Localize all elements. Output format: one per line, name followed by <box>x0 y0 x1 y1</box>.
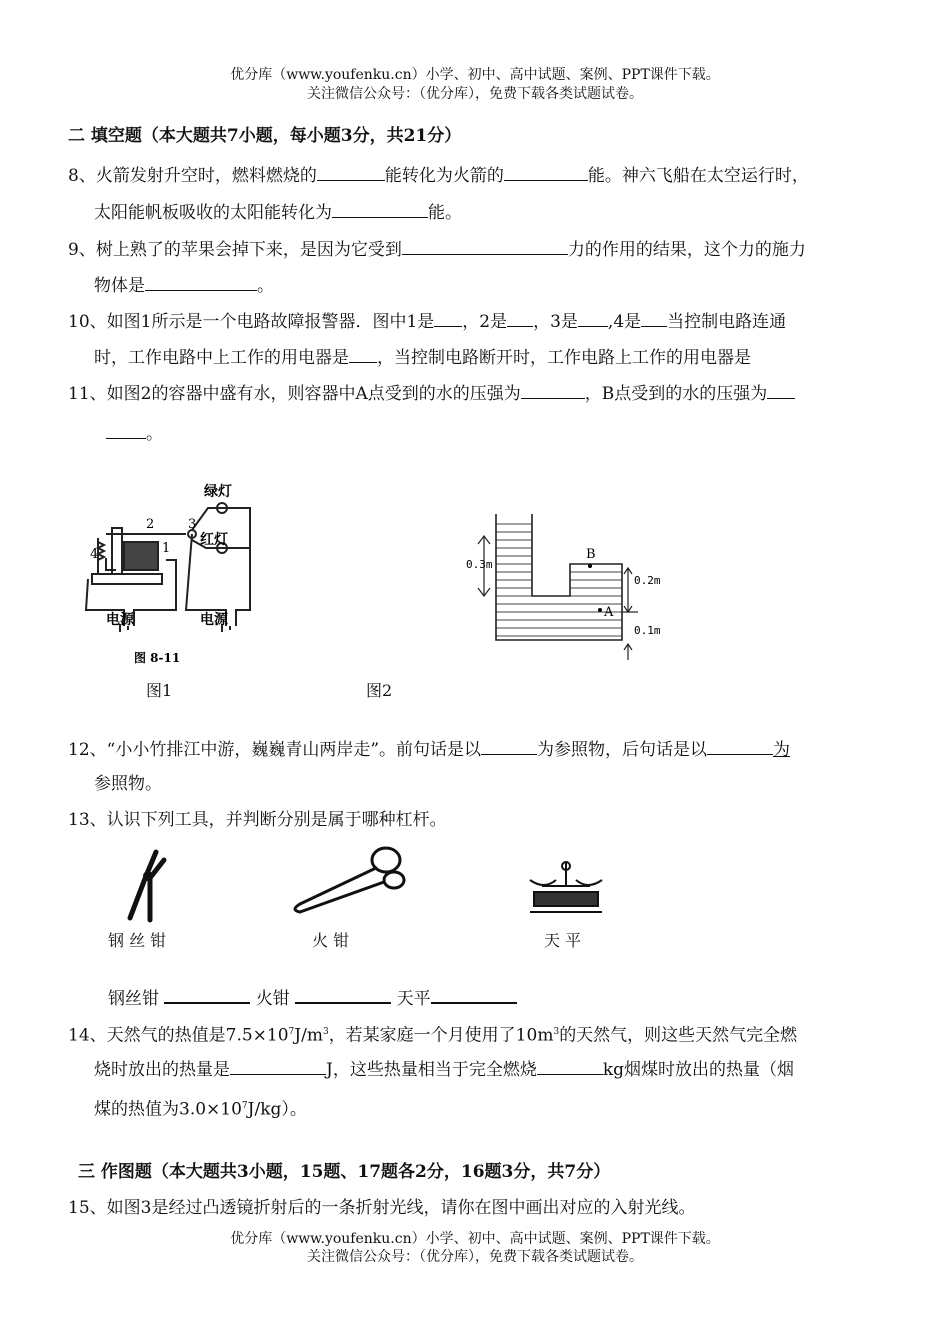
q8-blank-3 <box>332 199 428 218</box>
fig2-label-02: 0.2m <box>634 574 661 587</box>
question-11-line-2 <box>106 420 163 446</box>
question-13-answers <box>108 984 517 1011</box>
q14-blank-1 <box>230 1056 326 1075</box>
question-10-line-2 <box>94 344 751 370</box>
question-13-text: 13、认识下列工具，并判断分别是属于哪种杠杆。 <box>68 810 447 830</box>
q12-text-3: 为 <box>773 740 791 760</box>
q14-text-3: ，若某家庭一个月使用了10m <box>328 1025 554 1046</box>
fig2-label-03: 0.3m <box>466 558 493 571</box>
fig1-label-red: 红灯 <box>200 532 228 548</box>
fig1-label-green: 绿灯 <box>204 484 232 500</box>
q10-blank-3 <box>578 308 608 327</box>
q14-text-7: kg烟煤时放出的热量（烟 <box>602 1060 795 1080</box>
q11-blank-1 <box>521 380 585 399</box>
q14-text-4: 的天然气，则这些天然气完全燃 <box>559 1025 798 1046</box>
q9-text-1: 9、树上熟了的苹果会掉下来，是因为它受到 <box>68 240 402 260</box>
question-11-line-1 <box>68 380 795 406</box>
question-12-line-1 <box>68 736 790 762</box>
footer-line-2: 关注微信公众号：（优分库），免费下载各类试题试卷。 <box>307 1249 643 1265</box>
fig2-point-b <box>588 564 592 568</box>
q10-text-3: ，3是 <box>533 312 578 332</box>
q14-text-6: J，这些热量相当于完全燃烧 <box>326 1060 537 1080</box>
q14-text-1: 14、天然气的热值是7.5×10 <box>68 1025 289 1046</box>
q9-text-2: 力的作用的结果，这个力的施力 <box>567 240 806 260</box>
question-8-line-1 <box>68 162 809 188</box>
q10-text-7: ，当控制电路断开时，工作电路上工作的用电器是 <box>377 348 751 368</box>
q10-text-2: ，2是 <box>462 312 508 332</box>
fig1-base <box>92 574 162 584</box>
fig1-inner-caption: 图 8-11 <box>134 651 181 665</box>
q11-blank-3 <box>106 420 146 439</box>
figure-1-circuit-diagram <box>76 478 276 668</box>
question-10-line-1 <box>68 308 786 334</box>
q12-text-4: 参照物。 <box>94 774 162 794</box>
question-9-line-1 <box>68 236 806 262</box>
q11-text-2: ，B点受到的水的压强为 <box>584 384 768 404</box>
q10-text-5: 当控制电路连通 <box>667 312 787 332</box>
q14-exp-3: 3 <box>553 1027 560 1037</box>
section-3-title: 三 作图题（本大题共3小题，15题、17题各2分，16题3分，共7分） <box>78 1162 611 1182</box>
fig1-label-1: 1 <box>162 541 171 556</box>
q13-blank-1 <box>164 984 250 1004</box>
tool-label-pliers: 钢 丝 钳 <box>108 931 167 950</box>
question-14-line-2 <box>94 1056 794 1082</box>
tool-label-balance: 天 平 <box>544 931 582 950</box>
q14-blank-2 <box>537 1056 603 1075</box>
q12-text-2: 为参照物，后句话是以 <box>537 740 708 760</box>
section-2-title: 二 填空题（本大题共7小题，每小题3分，共21分） <box>68 126 462 146</box>
balance-scale-icon <box>526 856 606 922</box>
q14-exp-1: 7 <box>288 1027 295 1037</box>
q14-text-2: J/m <box>294 1025 323 1046</box>
fig2-label-b: B <box>586 547 596 562</box>
q10-blank-2 <box>507 308 533 327</box>
fig2-point-a <box>598 608 602 612</box>
q8-text-5: 能。 <box>428 203 462 223</box>
fig1-label-power-1: 电源 <box>106 612 134 628</box>
header-line-2: 关注微信公众号：（优分库），免费下载各类试题试卷。 <box>307 86 643 102</box>
q9-text-3: 物体是 <box>94 276 145 296</box>
fig1-work-wire <box>216 508 250 626</box>
q13-ans-label-1: 钢丝钳 <box>108 989 159 1009</box>
figure-1-caption: 图1 <box>146 681 173 700</box>
fig1-label-3: 3 <box>188 517 197 532</box>
fig1-label-power-2: 电源 <box>200 612 228 628</box>
q8-text-4: 太阳能帆板吸收的太阳能转化为 <box>94 203 332 223</box>
q13-blank-3 <box>431 984 517 1004</box>
q8-text-1: 8、火箭发射升空时，燃料燃烧的 <box>68 166 317 186</box>
q9-blank-1 <box>402 236 568 255</box>
fig2-label-01: 0.1m <box>634 624 661 637</box>
q11-text-3: 。 <box>146 424 163 444</box>
q10-text-4: ,4是 <box>607 312 642 332</box>
question-9-line-2 <box>94 272 274 298</box>
q13-ans-label-2: 火钳 <box>255 989 290 1009</box>
q14-text-5: 烧时放出的热量是 <box>94 1060 230 1080</box>
q14-text-9: J/kg）。 <box>247 1099 307 1120</box>
q14-exp-4: 7 <box>241 1101 248 1111</box>
fig1-label-2: 2 <box>146 517 155 532</box>
figure-2-caption: 图2 <box>366 681 393 700</box>
q11-text-1: 11、如图2的容器中盛有水，则容器中A点受到的水的压强为 <box>68 384 521 404</box>
q11-blank-2 <box>767 380 795 399</box>
q13-blank-2 <box>295 984 391 1004</box>
figure-2-container-diagram <box>462 508 682 668</box>
footer-line-1: 优分库（www.youfenku.cn）小学、初中、高中试题、案例、PPT课件下载。 <box>230 1231 720 1247</box>
q10-text-1: 10、如图1所示是一个电路故障报警器．图中1是 <box>68 312 435 332</box>
q10-blank-1 <box>434 308 462 327</box>
q9-blank-2 <box>145 272 257 291</box>
fire-tongs-icon <box>286 842 414 920</box>
q8-text-3: 能。神六飞船在太空运行时， <box>587 166 809 186</box>
q12-text-1: 12、“小小竹排江中游，巍巍青山两岸走”。前句话是以 <box>68 740 482 760</box>
q8-blank-2 <box>504 162 588 181</box>
q8-text-2: 能转化为火箭的 <box>384 166 504 186</box>
question-8-line-2 <box>94 199 462 225</box>
q8-blank-1 <box>317 162 385 181</box>
q12-blank-2 <box>707 736 773 755</box>
fig2-label-a: A <box>604 605 614 620</box>
question-15-text: 15、如图3是经过凸透镜折射后的一条折射光线，请你在图中画出对应的入射光线。 <box>68 1198 696 1218</box>
fig1-coil <box>124 542 158 570</box>
question-14-line-3 <box>94 1094 307 1122</box>
q13-ans-label-3: 天平 <box>396 989 431 1009</box>
q10-blank-5 <box>349 344 377 363</box>
q9-text-4: 。 <box>257 276 274 296</box>
header-line-1: 优分库（www.youfenku.cn）小学、初中、高中试题、案例、PPT课件下载。 <box>230 67 720 83</box>
question-12-line-2 <box>94 772 162 796</box>
fig1-label-4: 4 <box>90 547 99 562</box>
question-14-line-1 <box>68 1020 797 1048</box>
tool-label-tongs: 火 钳 <box>312 931 350 950</box>
fig2-container-outline <box>496 514 622 640</box>
q10-blank-4 <box>641 308 667 327</box>
q14-text-8: 煤的热值为3.0×10 <box>94 1099 242 1120</box>
q10-text-6: 时，工作电路中上工作的用电器是 <box>94 348 349 368</box>
pliers-icon <box>116 846 176 926</box>
q12-blank-1 <box>481 736 537 755</box>
q14-exp-2: 3 <box>322 1027 329 1037</box>
